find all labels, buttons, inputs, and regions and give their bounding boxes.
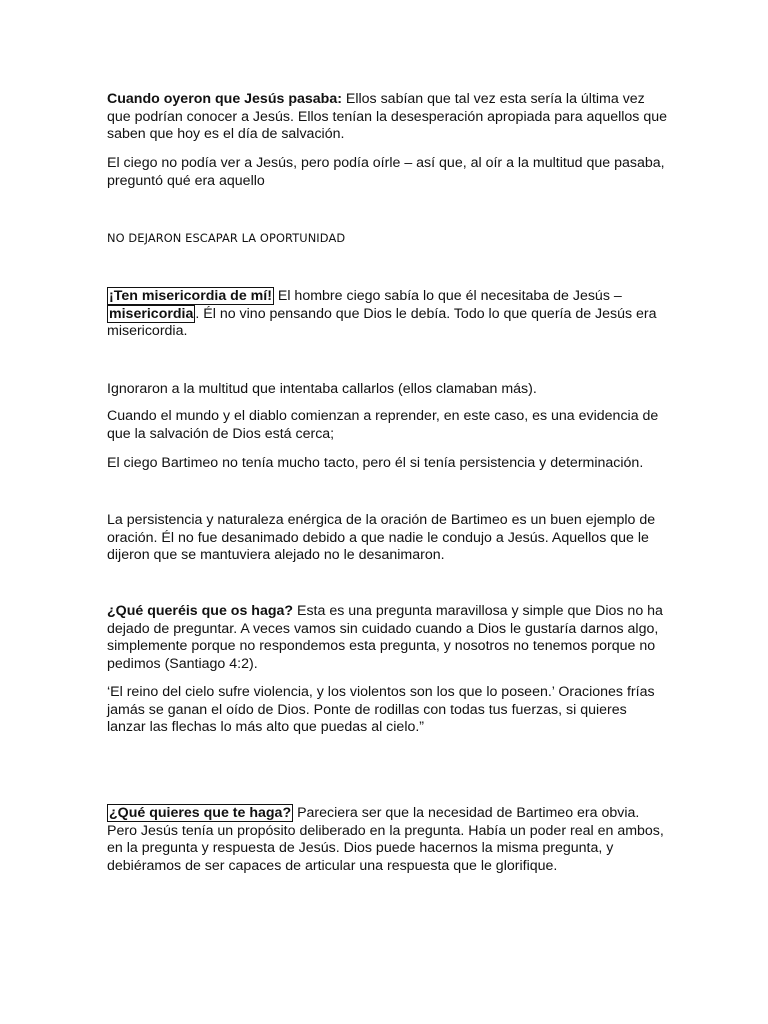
paragraph-text: Cuando el mundo y el diablo comienzan a reprender, en este caso, es una evidencia de que la salvación de Dios está cerca; bbox=[107, 408, 659, 442]
paragraph-lead-bold: ¿Qué queréis que os haga? bbox=[107, 603, 294, 619]
paragraph-ciego-bartimeo bbox=[107, 455, 667, 473]
paragraph-text: Pareciera ser que la necesidad de Bartimeo era obvia. Pero Jesús tenía un propósito deliberado en la pregunta. Había un poder real en ambos, en la pregunta y respuesta de Jesús. Dios puede hacernos la misma pregunta, y debiéramos de ser capaces de articular una respuesta que le glorifique. bbox=[107, 805, 664, 874]
highlighted-phrase: ¡Ten misericordia de mí! bbox=[109, 288, 272, 304]
paragraph-ten-misericordia bbox=[107, 288, 667, 341]
paragraph-text: La persistencia y naturaleza enérgica de la oración de Bartimeo es un buen ejemplo de oración. Él no fue desanimado debido a que nadie le condujo a Jesús. Aquellos que le dijeron que se mantuviera alejado no le desanimaron. bbox=[107, 512, 656, 563]
paragraph-text: El ciego no podía ver a Jesús, pero podía oírle – así que, al oír a la multitud que pasaba, preguntó qué era aquello bbox=[107, 155, 665, 189]
paragraph-text: . Él no vino pensando que Dios le debía. Todo lo que quería de Jesús era misericordia. bbox=[107, 305, 657, 339]
paragraph-text: Ignoraron a la multitud que intentaba callarlos (ellos clamaban más). bbox=[107, 381, 537, 397]
paragraph-que-quieres bbox=[107, 805, 667, 875]
paragraph-text: El hombre ciego sabía lo que él necesitaba de Jesús – bbox=[273, 288, 622, 304]
paragraph-text: El ciego Bartimeo no tenía mucho tacto, pero él si tenía persistencia y determinación. bbox=[107, 455, 644, 471]
section-heading: NO DEJARON ESCAPAR LA OPORTUNIDAD bbox=[107, 231, 346, 245]
paragraph-ciego-no-podia bbox=[107, 155, 667, 190]
paragraph-persistencia bbox=[107, 512, 667, 565]
paragraph-reino-del-cielo bbox=[107, 684, 667, 737]
paragraph-text: Esta es una pregunta maravillosa y simple que Dios no ha dejado de preguntar. A veces vamos sin cuidado cuando a Dios le gustaría darnos algo, simplemente porque no respondemos esta pregunta, y nosotros no tenemos porque no pedimos (Santiago 4:2). bbox=[107, 603, 663, 672]
paragraph-que-quereis bbox=[107, 603, 667, 673]
paragraph-cuando-el-mundo bbox=[107, 408, 667, 443]
paragraph-lead-bold: Cuando oyeron que Jesús pasaba: bbox=[107, 91, 342, 107]
paragraph-text: ‘El reino del cielo sufre violencia, y los violentos son los que lo poseen.’ Oraciones frías jamás se ganan el oído de Dios. Ponte de rodillas con todas tus fuerzas, si quieres lanzar las flechas lo más alto que puedas al cielo.” bbox=[107, 684, 655, 735]
paragraph-text: Ellos sabían que tal vez esta sería la última vez que podrían conocer a Jesús. Ellos tenían la desesperación apropiada para aquellos que saben que hoy es el día de salvación. bbox=[107, 91, 668, 142]
highlighted-word: misericordia bbox=[109, 305, 194, 322]
highlighted-phrase: ¿Qué quieres que te haga? bbox=[109, 805, 292, 821]
paragraph-ignoraron bbox=[107, 381, 667, 399]
paragraph-cuando-oyeron bbox=[107, 91, 667, 144]
